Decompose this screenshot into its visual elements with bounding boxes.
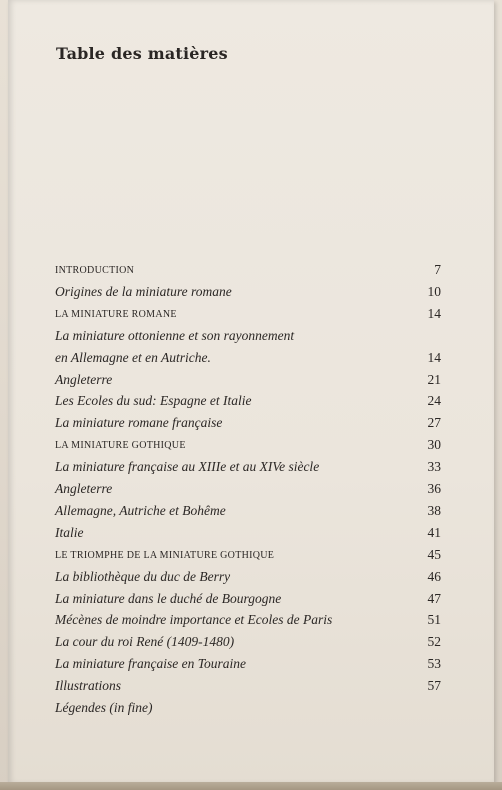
toc-entry-title: Angleterre [55,371,113,387]
toc-page-number: 21 [427,371,441,387]
toc-page-number: 53 [427,656,441,672]
toc-row [55,612,441,632]
toc-entry-title: La miniature ottonienne et son rayonnement [55,327,295,343]
toc-entry-title: en Allemagne et en Autriche. [55,349,211,365]
toc-row [55,547,441,567]
toc-section-heading: LE TRIOMPHE DE LA MINIATURE GOTHIQUE [55,549,275,561]
toc-entry-title: La bibliothèque du duc de Berry [55,568,231,584]
toc-row [55,525,441,545]
toc-entry-title: Illustrations [55,678,122,694]
toc-entry-title: Allemagne, Autriche et Bohême [55,502,226,518]
toc-row [55,350,441,370]
toc-page-number: 33 [427,459,441,475]
toc-row [55,700,441,720]
toc-entry-title: La miniature romane française [55,415,223,431]
toc-page-number: 30 [427,437,441,453]
toc-row [55,437,441,457]
toc-page-number: 41 [427,524,441,540]
toc-row [55,393,441,413]
toc-entry-title: Italie [55,524,84,540]
toc-entry-title: Origines de la miniature romane [55,283,232,299]
toc-row [55,678,441,698]
page-title: Table des matières [56,44,228,63]
toc-page-number: 38 [427,502,441,518]
toc-row [55,634,441,654]
toc-page-number: 52 [427,634,441,650]
toc-page-number: 45 [427,546,441,562]
toc-row [55,459,441,479]
toc-page-number: 51 [427,612,441,628]
toc-row [55,591,441,611]
toc-section-heading: INTRODUCTION [55,265,135,276]
toc-page-number: 36 [427,481,441,496]
toc-section-heading: LA MINIATURE GOTHIQUE [55,440,186,452]
toc-row [55,656,441,676]
toc-page-number: 14 [427,349,441,365]
toc-entry-title: Les Ecoles du sud: Espagne et Italie [55,393,252,409]
toc-page-number: 57 [427,678,441,694]
toc-row [55,284,441,304]
toc-section-heading: LA MINIATURE ROMANE [55,308,177,320]
toc-entry-title: La miniature dans le duché de Bourgogne [55,590,282,606]
toc-entry-title: La miniature française en Touraine [55,656,247,672]
toc-entry-title: La miniature française au XIIIe et au XIVe siècle [55,459,320,475]
toc-entry-title: La cour du roi René (1409-1480) [55,634,235,650]
toc-page-number: 46 [427,568,441,584]
toc-page-number: 7 [434,262,441,277]
toc-row [55,306,441,326]
toc-row [55,481,441,501]
toc-row [55,503,441,523]
toc-entry-title: Légendes (in fine) [55,700,153,715]
toc-row [55,328,441,348]
toc-entry-title: Mécènes de moindre importance et Ecoles de Paris [55,612,333,628]
page-edge [0,782,502,790]
toc-row [55,262,441,282]
toc-page-number: 10 [427,283,441,299]
toc-row [55,415,441,435]
toc-page-number: 27 [427,415,441,431]
book-page [8,0,494,784]
toc-page-number: 14 [427,305,441,321]
toc-entry-title: Angleterre [55,481,113,496]
toc-row [55,372,441,392]
toc-row [55,569,441,589]
toc-page-number: 47 [427,590,441,606]
toc-page-number: 24 [427,393,441,409]
